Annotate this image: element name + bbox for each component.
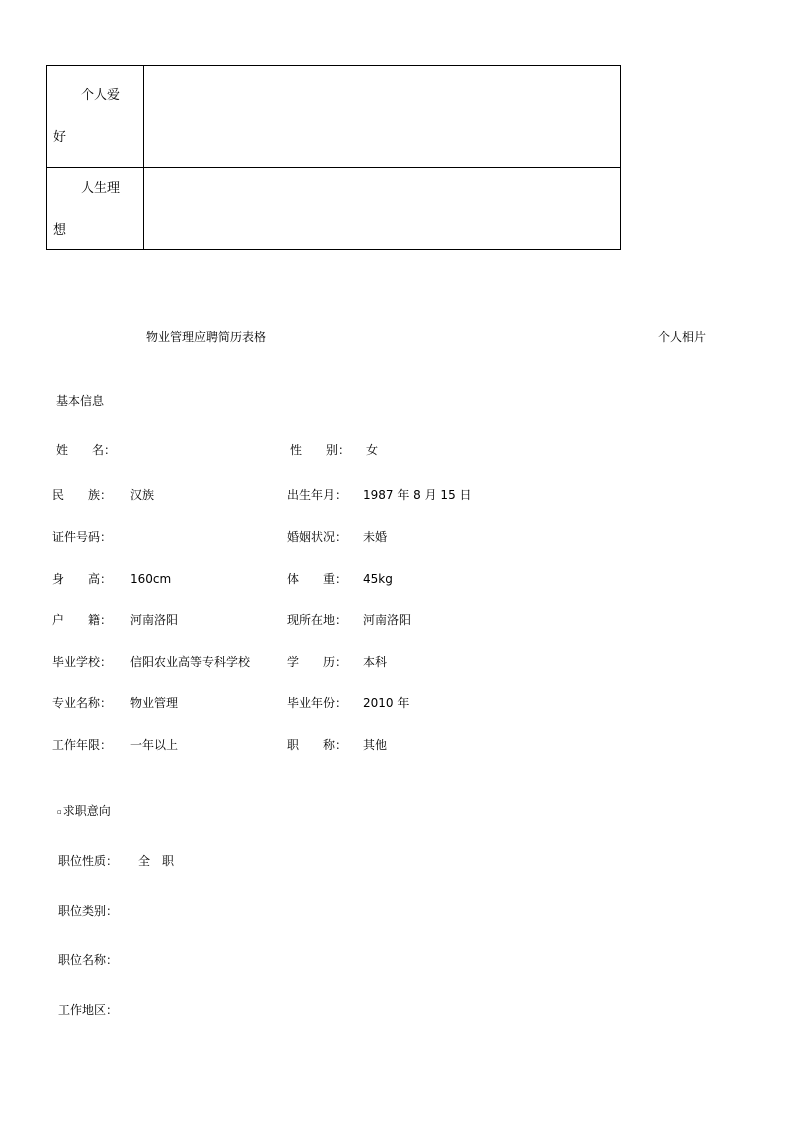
field-value: 河南洛阳 <box>363 613 412 627</box>
table-divider-horizontal <box>47 167 620 168</box>
bullet-icon: ▫ <box>57 808 62 816</box>
field-label: 体 重： <box>287 572 348 586</box>
ideal-label-line2: 想 <box>53 223 67 238</box>
field-label: 性 别： <box>290 443 351 457</box>
basic-info-title: 基本信息 <box>56 394 105 408</box>
field-value: 2010 年 <box>363 696 410 710</box>
field-label: 毕业学校： <box>52 655 113 669</box>
document-title: 物业管理应聘简历表格 <box>146 330 267 344</box>
field-label: 工作地区： <box>58 1003 119 1017</box>
field-label: 职 称： <box>287 738 348 752</box>
ideal-label-line1: 人生理 <box>81 181 121 196</box>
field-value: 其他 <box>363 738 388 752</box>
field-value: 45kg <box>363 572 393 586</box>
field-label: 婚姻状况： <box>287 530 348 544</box>
field-value: 河南洛阳 <box>130 613 179 627</box>
field-label: 专业名称： <box>52 696 113 710</box>
field-label: 身 高： <box>52 572 113 586</box>
field-value: 物业管理 <box>130 696 179 710</box>
field-label: 职位性质： <box>58 854 119 868</box>
field-value: 未婚 <box>363 530 388 544</box>
field-value: 信阳农业高等专科学校 <box>130 655 251 669</box>
field-value: 全 职 <box>138 854 175 868</box>
field-label: 职位类别： <box>58 904 119 918</box>
photo-label: 个人相片 <box>658 330 707 344</box>
field-label: 证件号码： <box>52 530 113 544</box>
field-label: 职位名称： <box>58 953 119 967</box>
field-label: 姓 名： <box>56 443 117 457</box>
field-value: 一年以上 <box>130 738 179 752</box>
field-label: 现所在地： <box>287 613 348 627</box>
field-value: 汉族 <box>130 488 155 502</box>
hobby-label-line2: 好 <box>53 130 67 145</box>
field-label: 户 籍： <box>52 613 113 627</box>
field-label: 学 历： <box>287 655 348 669</box>
field-value: 1987 年 8 月 15 日 <box>363 488 472 502</box>
field-label: 出生年月： <box>287 488 348 502</box>
job-intent-heading <box>57 805 111 817</box>
field-value: 160cm <box>130 572 172 586</box>
job-intent-title: 求职意向 <box>62 804 111 818</box>
field-label: 工作年限： <box>52 738 113 752</box>
field-value: 女 <box>366 443 379 457</box>
field-label: 毕业年份： <box>287 696 348 710</box>
hobby-label-line1: 个人爱 <box>81 88 121 103</box>
field-label: 民 族： <box>52 488 113 502</box>
table-divider-vertical <box>143 66 144 249</box>
hobby-ideal-table <box>46 65 621 250</box>
field-value: 本科 <box>363 655 388 669</box>
